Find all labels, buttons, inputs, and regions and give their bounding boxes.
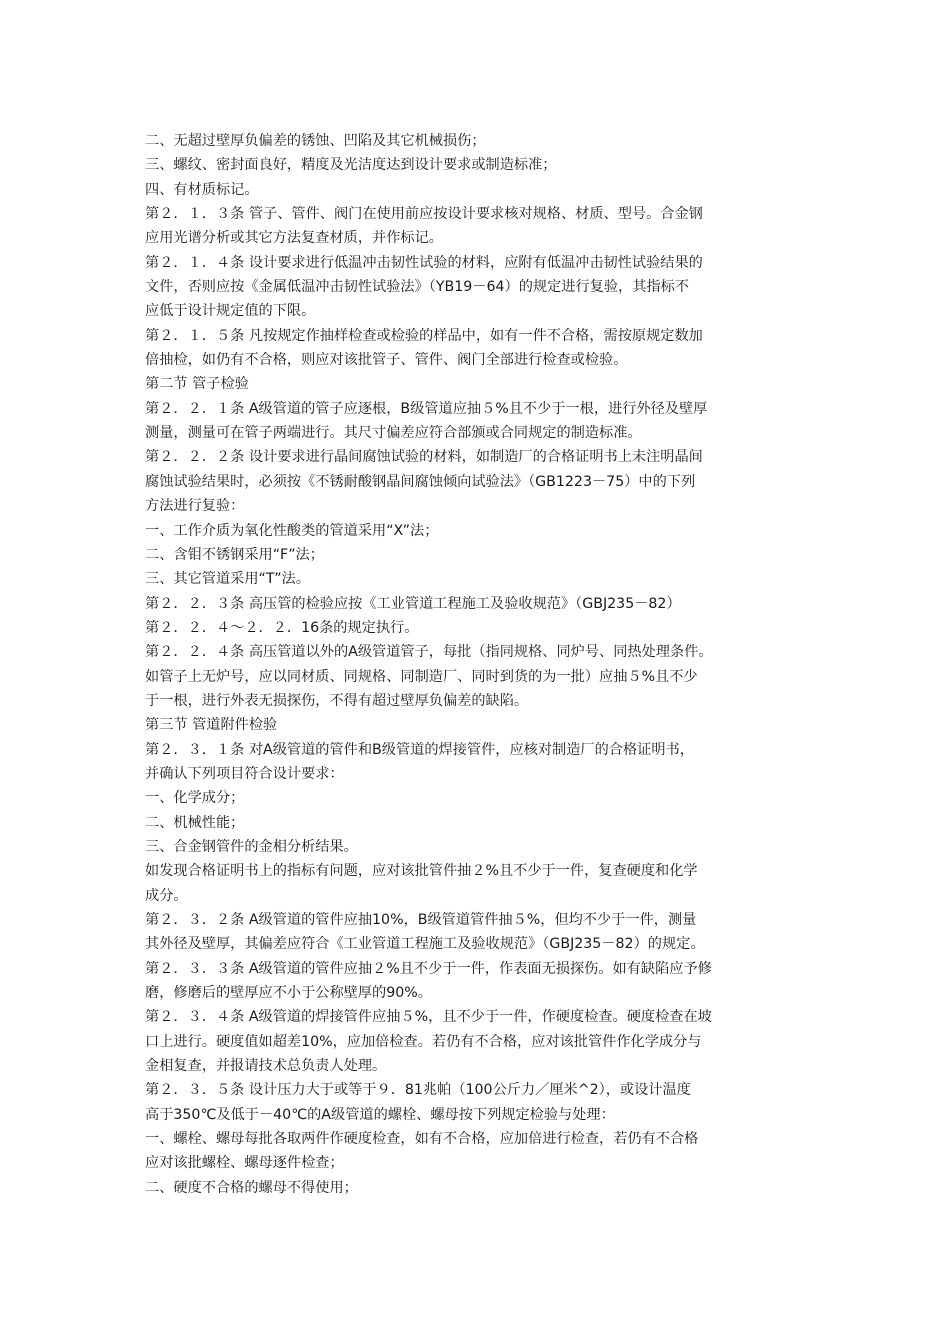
- text-line: 第２．２．４～２．２．16条的规定执行。: [145, 619, 419, 636]
- clause-line: 第２．２．３条 高压管的检验应按《工业管道工程施工及验收规范》（GBJ235－82）: [145, 595, 681, 612]
- text-line: 二、含钼不锈钢采用“F”法；: [145, 546, 324, 563]
- section-heading: 第三节 管道附件检验: [145, 717, 278, 734]
- text-line: 一、工作介质为氧化性酸类的管道采用“X”法；: [145, 522, 439, 539]
- text-line: 倍抽检，如仍有不合格，则应对该批管子、管件、阀门全部进行检查或检验。: [145, 352, 628, 369]
- text-line: 应低于设计规定值的下限。: [145, 303, 316, 320]
- clause-line: 第２．１．５条 凡按规定作抽样检查或检验的样品中，如有一件不合格，需按原规定数加: [145, 327, 703, 344]
- clause-line: 第２．３．１条 对A级管道的管件和B级管道的焊接管件，应核对制造厂的合格证明书，: [145, 741, 694, 758]
- text-line: 应对该批螺栓、螺母逐件检查；: [145, 1155, 344, 1172]
- clause-line: 第２．２．１条 A级管道的管子应逐根，B级管道应抽５%且不少于一根，进行外径及壁厚: [145, 400, 708, 417]
- text-line: 于一根，进行外表无损探伤，不得有超过壁厚负偏差的缺陷。: [145, 692, 529, 709]
- text-line: 二、机械性能；: [145, 814, 245, 831]
- text-line: 应用光谱分析或其它方法复查材质，并作标记。: [145, 230, 443, 247]
- text-line: 腐蚀试验结果时，必须按《不锈耐酸钢晶间腐蚀倾向试验法》（GB1223－75）中的下列: [145, 473, 696, 490]
- text-line: 三、螺纹、密封面良好，精度及光洁度达到设计要求或制造标准；: [145, 157, 557, 174]
- text-line: 并确认下列项目符合设计要求：: [145, 765, 344, 782]
- text-line: 高于350℃及低于－40℃的A级管道的螺栓、螺母按下列规定检验与处理：: [145, 1106, 615, 1123]
- text-line: 如管子上无炉号，应以同材质、同规格、同制造厂、同时到货的为一批）应抽５%且不少: [145, 668, 698, 685]
- document-body: [145, 129, 810, 1200]
- text-line: 文件，否则应按《金属低温冲击韧性试验法》（YB19－64）的规定进行复验，其指标不: [145, 279, 689, 296]
- clause-line: 第２．２．４条 高压管道以外的A级管道管子，每批（指同规格、同炉号、同热处理条件。: [145, 644, 713, 661]
- clause-line: 第２．１．４条 设计要求进行低温冲击韧性试验的材料，应附有低温冲击韧性试验结果的: [145, 254, 703, 271]
- text-line: 一、螺栓、螺母每批各取两件作硬度检查，如有不合格，应加倍进行检查，若仍有不合格: [145, 1131, 699, 1148]
- text-line: 二、无超过壁厚负偏差的锈蚀、凹陷及其它机械损伤；: [145, 133, 486, 149]
- text-line: 测量，测量可在管子两端进行。其尺寸偏差应符合部颁或合同规定的制造标准。: [145, 425, 642, 442]
- text-line: 成分。: [145, 887, 188, 904]
- text-line: 其外径及壁厚，其偏差应符合《工业管道工程施工及验收规范》（GBJ235－82）的规定。: [145, 936, 705, 953]
- text-line: 一、化学成分；: [145, 790, 245, 807]
- text-line: 如发现合格证明书上的指标有问题，应对该批管件抽２%且不少于一件，复查硬度和化学: [145, 863, 698, 880]
- clause-line: 第２．３．４条 A级管道的焊接管件应抽５%，且不少于一件，作硬度检查。硬度检查在坡: [145, 1009, 712, 1026]
- clause-line: 第２．３．２条 A级管道的管件应抽10%，B级管道管件抽５%，但均不少于一件，测量: [145, 912, 697, 928]
- text-line: 磨，修磨后的壁厚应不小于公称壁厚的90%。: [145, 985, 432, 1002]
- text-line: 三、其它管道采用“T”法。: [145, 571, 310, 588]
- section-heading: 第二节 管子检验: [145, 376, 249, 393]
- clause-line: 第２．３．３条 A级管道的管件应抽２%且不少于一件，作表面无损探伤。如有缺陷应予修: [145, 960, 712, 977]
- clause-line: 第２．２．２条 设计要求进行晶间腐蚀试验的材料，如制造厂的合格证明书上未注明晶间: [145, 449, 703, 466]
- text-line: 四、有材质标记。: [145, 181, 259, 198]
- text-line: 二、硬度不合格的螺母不得使用；: [145, 1179, 358, 1196]
- text-line: 三、合金钢管件的金相分析结果。: [145, 838, 358, 855]
- text-line: 金相复查，并报请技术总负责人处理。: [145, 1058, 387, 1075]
- text-line: 方法进行复验：: [145, 498, 245, 515]
- text-line: 口上进行。硬度值如超差10%，应加倍检查。若仍有不合格，应对该批管件作化学成分与: [145, 1033, 702, 1050]
- clause-line: 第２．３．５条 设计压力大于或等于９．81兆帕（100公斤力／厘米^2），或设计温度: [145, 1082, 691, 1099]
- clause-line: 第２．１．３条 管子、管件、阀门在使用前应按设计要求核对规格、材质、型号。合金钢: [145, 206, 703, 223]
